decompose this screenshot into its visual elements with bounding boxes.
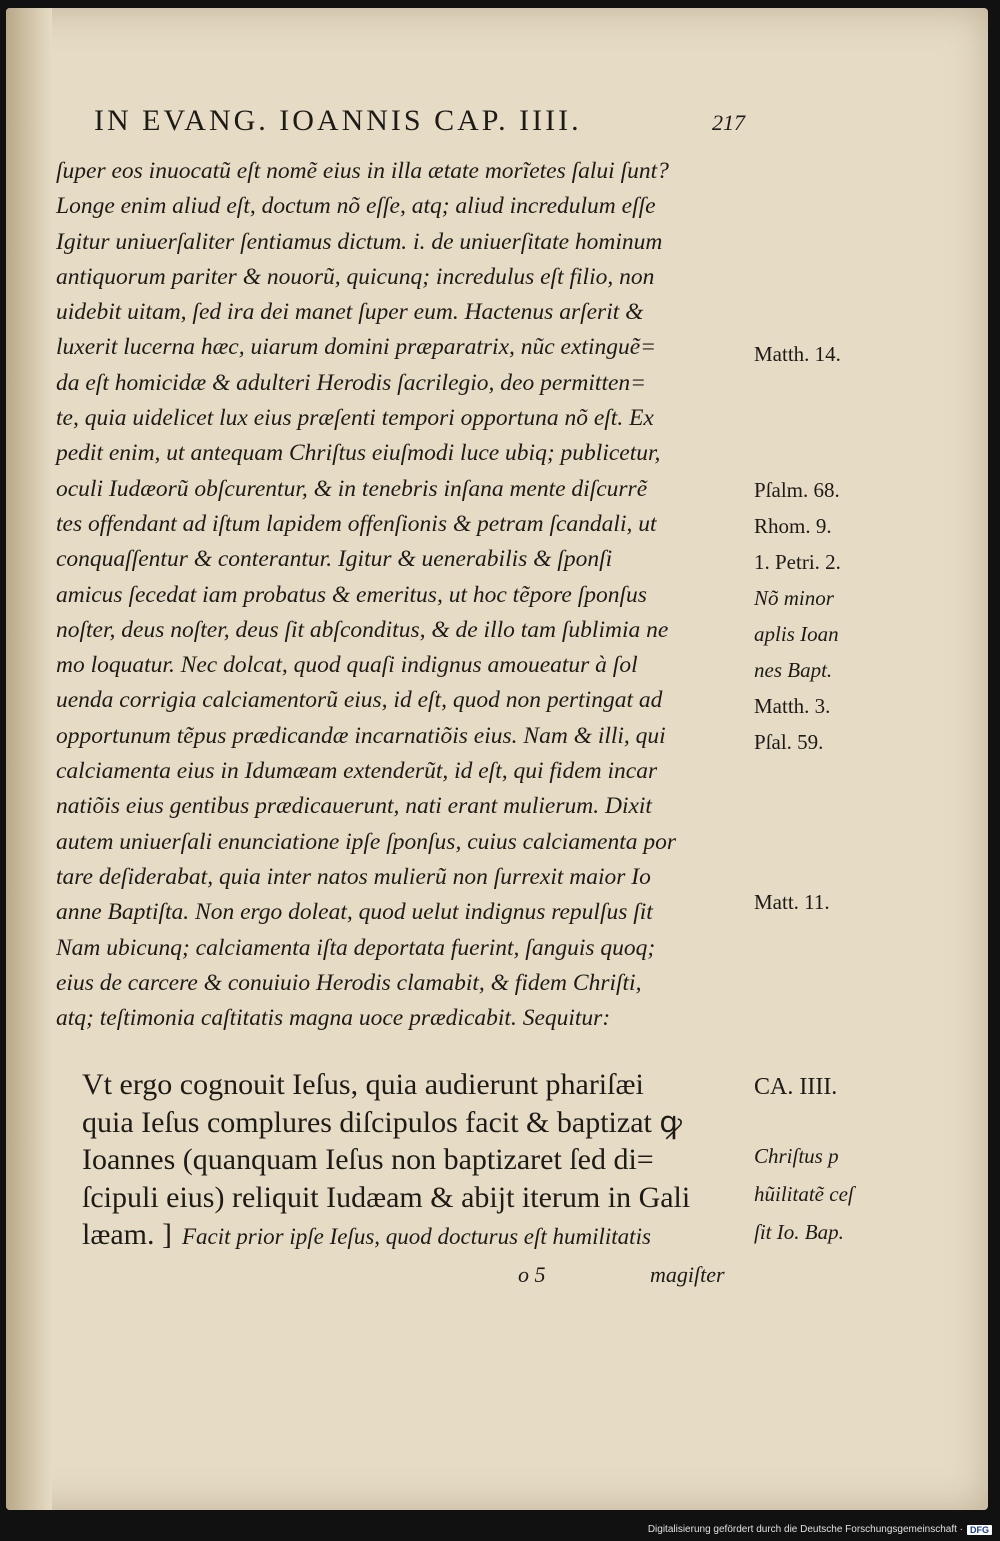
text-line: natiõis eius gentibus prædicauerunt, nati erant mulierum. Dixit	[56, 793, 652, 820]
text-line: antiquorum pariter & nouorũ, quicunq; incredulus eſt filio, non	[56, 263, 655, 290]
text-line: anne Baptiſta. Non ergo doleat, quod uelut indignus repulſus ſit	[56, 899, 653, 926]
margin-note: Rhom. 9.	[754, 514, 832, 538]
margin-note: Matt. 11.	[754, 890, 830, 914]
margin-note: aplis Ioan	[754, 622, 839, 646]
scripture-end: læam. ]	[82, 1218, 172, 1251]
running-head: IN EVANG. IOANNIS CAP. IIII.	[94, 104, 582, 137]
text-line: Longe enim aliud eſt, doctum nõ eſſe, atq; aliud incredulum eſſe	[56, 193, 656, 220]
text-line: autem uniuerſali enunciatione ipſe ſponſus, cuius calciamenta por	[56, 828, 677, 855]
text-line: uidebit uitam, ſed ira dei manet ſuper eum. Hactenus arſerit &	[56, 299, 644, 326]
margin-note: hũilitatẽ ceſ	[754, 1182, 854, 1206]
scripture-line: Vt ergo cognouit Ieſus, quia audierunt phariſæi	[82, 1068, 644, 1101]
text-line: te, quia uidelicet lux eius præſenti tempori opportuna nõ eſt. Ex	[56, 405, 654, 432]
text-line: tes offendant ad iſtum lapidem offenſionis & petram ſcandali, ut	[56, 510, 657, 537]
text-line: ſuper eos inuocatũ eſt nomẽ eius in illa ætate morĩetes ſalui ſunt?	[56, 158, 669, 184]
margin-note: Chriſtus p	[754, 1144, 839, 1168]
folio-number: 217	[712, 110, 745, 135]
text-line: conquaſſentur & conterantur. Igitur & uenerabilis & ſponſi	[56, 546, 613, 573]
margin-note: Nõ minor	[754, 586, 834, 610]
scripture-line: quia Ieſus complures diſcipulos facit & baptizat ꝙ	[82, 1105, 682, 1139]
margin-note: CA. IIII.	[754, 1074, 838, 1100]
margin-note: Pſal. 59.	[754, 730, 824, 754]
margin-note: ſit Io. Bap.	[754, 1220, 844, 1244]
margin-note: Matth. 14.	[754, 342, 841, 366]
scripture-line: ſcipuli eius) reliquit Iudæam & abijt iterum in Gali	[82, 1180, 691, 1214]
margin-note: nes Bapt.	[754, 658, 833, 682]
text-line: luxerit lucerna hæc, uiarum domini præparatrix, nũc extinguẽ=	[56, 334, 657, 361]
digitization-credit	[648, 1524, 992, 1535]
commentary-text	[56, 154, 756, 1036]
credit-text: Digitalisierung gefördert durch die Deutsche Forschungsgemeinschaft ·	[647, 1524, 963, 1535]
text-line: uenda corrigia calciamentorũ eius, id eſt, quod non pertingat ad	[56, 687, 663, 714]
book-page	[6, 8, 988, 1510]
text-line: atq; teſtimonia caſtitatis magna uoce prædicabit. Sequitur:	[56, 1005, 611, 1032]
page-gutter	[6, 8, 52, 1510]
text-line: tare deſiderabat, quia inter natos mulierũ non ſurrexit maior Io	[56, 863, 651, 890]
text-line: pedit enim, ut antequam Chriſtus eiuſmodi luce ubiq; publicetur,	[56, 440, 661, 467]
catchword: magiſter	[650, 1262, 725, 1287]
text-line: noſter, deus noſter, deus ſit abſconditus, & de illo tam ſublimia ne	[56, 616, 669, 643]
text-line: Nam ubicunq; calciamenta iſta deportata fuerint, ſanguis quoq;	[56, 934, 656, 961]
margin-note: Matth. 3.	[754, 694, 831, 718]
scripture-line-last	[82, 1216, 762, 1254]
text-line: da eſt homicidæ & adulteri Herodis ſacrilegio, deo permitten=	[56, 369, 647, 396]
scripture-line: Ioannes (quanquam Ieſus non baptizaret ſed di=	[82, 1143, 654, 1176]
margin-note: Pſalm. 68.	[754, 478, 840, 502]
text-line: mo loquatur. Nec dolcat, quod quaſi indignus amoueatur à ſol	[56, 652, 638, 679]
margin-note: 1. Petri. 2.	[754, 550, 841, 574]
scripture-passage	[82, 1066, 762, 1254]
text-line: amicus ſecedat iam probatus & emeritus, ut hoc tẽpore ſponſus	[56, 581, 647, 608]
text-line: eius de carcere & conuiuio Herodis clamabit, & fidem Chriſti,	[56, 969, 642, 996]
text-line: calciamenta eius in Idumæam extenderũt, id eſt, qui fidem incar	[56, 758, 658, 785]
text-line: opportunum tẽpus prædicandæ incarnatiõis eius. Nam & illi, qui	[56, 722, 666, 749]
dfg-logo: DFG	[967, 1525, 992, 1535]
text-line: oculi Iudæorũ obſcurentur, & in tenebris inſana mente diſcurrẽ	[56, 475, 648, 502]
text-line: Igitur uniuerſaliter ſentiamus dictum. i. de uniuerſitate hominum	[56, 228, 663, 255]
signature-mark: o 5	[518, 1262, 546, 1287]
commentary-start: Facit prior ipſe Ieſus, quod docturus eſt humilitatis	[182, 1224, 651, 1249]
